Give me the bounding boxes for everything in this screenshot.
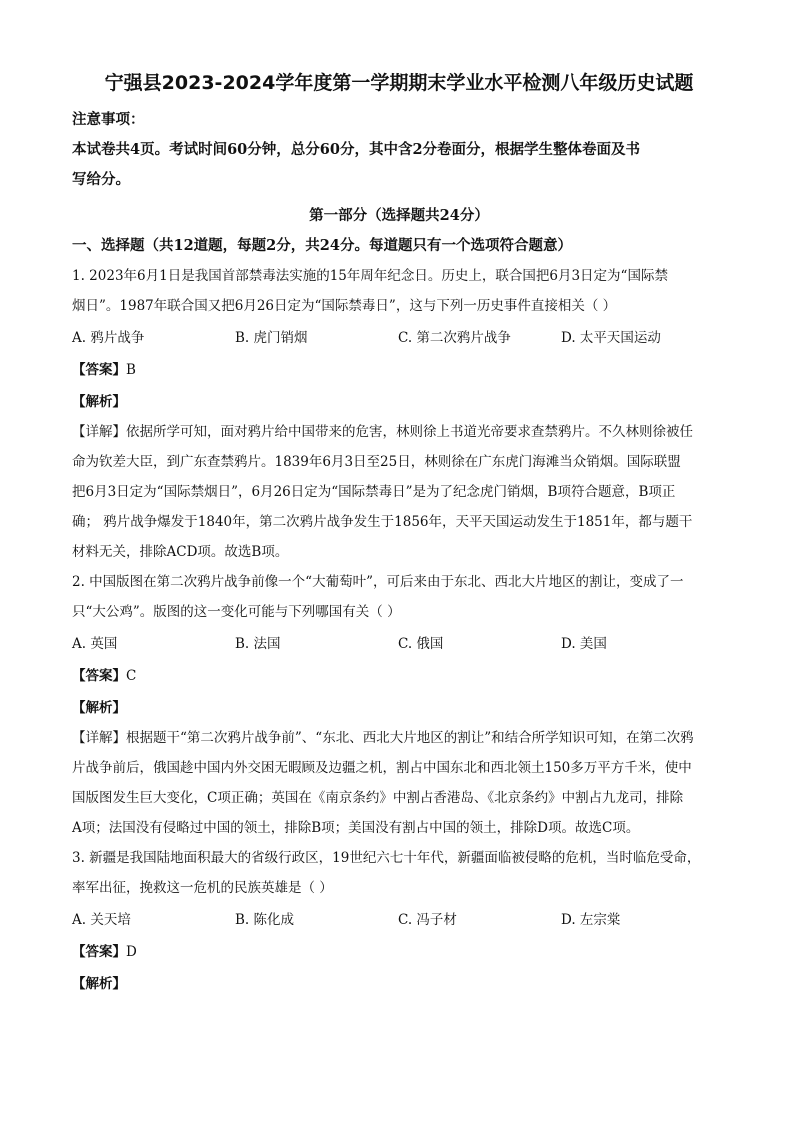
detail-line: 【详解】依据所学可知，面对鸦片给中国带来的危害，林则徐上书道光帝要求查禁鸦片。不久林则徐被任: [72, 424, 693, 440]
detail-line: 国版图发生巨大变化，C项正确；英国在《南京条约》中割占香港岛、《北京条约》中割占九龙司，排除: [72, 790, 684, 806]
option-d: D. 美国: [561, 636, 607, 652]
answer-label: 【答案】: [72, 362, 126, 378]
detail-line: 【详解】根据题干“第二次鸦片战争前”、“东北、西北大片地区的割让”和结合所学知识可知，在第二次鸦: [72, 730, 694, 746]
question-stem-line: 1. 2023年6月1日是我国首部禁毒法实施的15年周年纪念日。历史上，联合国把6月3日定为“国际禁: [72, 268, 668, 284]
option-b: B. 虎门销烟: [235, 330, 308, 346]
option-d: D. 太平天国运动: [561, 330, 661, 346]
answer-line: [72, 661, 726, 691]
question-stem-line: 率军出征，挽救这一危机的民族英雄是（ ）: [72, 880, 333, 896]
part1-title: 第一部分（选择题共24分）: [309, 207, 489, 224]
detail-line: 把6月3日定为“国际禁烟日”，6月26日定为“国际禁毒日”是为了纪念虎门销烟，B项符合题意，B项正: [72, 484, 676, 500]
analysis-line: [72, 387, 726, 417]
question-stem-line: 2. 中国版图在第二次鸦片战争前像一个“大葡萄叶”，可后来由于东北、西北大片地区的割让，变成了一: [72, 574, 684, 590]
option-d: D. 左宗棠: [561, 912, 621, 928]
answer-value: D: [126, 944, 137, 960]
question-stem-line: 烟日”。1987年联合国又把6月26日定为“国际禁毒日”，这与下列一历史事件直接相关（ ）: [72, 298, 617, 314]
analysis-label: 【解析】: [72, 976, 126, 992]
answer-value: B: [126, 362, 136, 378]
option-row: [72, 629, 726, 659]
option-c: C. 俄国: [398, 636, 444, 652]
detail-line: 材料无关，排除ACD项。故选B项。: [72, 544, 289, 560]
analysis-label: 【解析】: [72, 394, 126, 410]
detail-line: 命为钦差大臣，到广东查禁鸦片。1839年6月3日至25日，林则徐在广东虎门海滩当众销烟。国际联盟: [72, 454, 681, 470]
detail-line: 片战争前后，俄国趁中国内外交困无暇顾及边疆之机，割占中国东北和西北领土150多万平方千米，使中: [72, 760, 692, 776]
notice-heading: 注意事项：: [72, 111, 145, 128]
option-a: A. 英国: [72, 636, 118, 652]
question-2: [72, 567, 726, 843]
question-stem-line: 3. 新疆是我国陆地面积最大的省级行政区，19世纪六七十年代，新疆面临被侵略的危机，当时临危受命，: [72, 850, 701, 866]
answer-line: [72, 937, 726, 967]
detail-line: A项；法国没有侵略过中国的领土，排除B项；美国没有割占中国的领土，排除D项。故选C项。: [72, 820, 640, 836]
notice-line-1: 本试卷共4页。考试时间60分钟，总分60分，其中含2分卷面分，根据学生整体卷面及书: [72, 141, 641, 158]
answer-line: [72, 355, 726, 385]
question-3: [72, 843, 726, 999]
option-row: [72, 323, 726, 353]
option-row: [72, 905, 726, 935]
option-b: B. 法国: [235, 636, 281, 652]
analysis-line: [72, 969, 726, 999]
section1-heading: 一、选择题（共12道题，每题2分，共24分。每道题只有一个选项符合题意）: [72, 237, 572, 254]
option-a: A. 鸦片战争: [72, 330, 145, 346]
answer-value: C: [126, 668, 137, 684]
option-a: A. 关天培: [72, 912, 131, 928]
option-c: C. 冯子材: [398, 912, 457, 928]
question-stem-line: 只“大公鸡”。版图的这一变化可能与下列哪国有关（ ）: [72, 604, 401, 620]
analysis-line: [72, 693, 726, 723]
exam-title: 宁强县2023-2024学年度第一学期期末学业水平检测八年级历史试题: [104, 72, 694, 94]
notice-line-2: 写给分。: [72, 171, 130, 188]
exam-page: [72, 68, 726, 999]
analysis-label: 【解析】: [72, 700, 126, 716]
question-1: [72, 261, 726, 567]
option-c: C. 第二次鸦片战争: [398, 330, 511, 346]
answer-label: 【答案】: [72, 668, 126, 684]
answer-label: 【答案】: [72, 944, 126, 960]
detail-line: 确； 鸦片战争爆发于1840年，第二次鸦片战争发生于1856年，天平天国运动发生于1851年，都与题干: [72, 514, 693, 530]
option-b: B. 陈化成: [235, 912, 295, 928]
